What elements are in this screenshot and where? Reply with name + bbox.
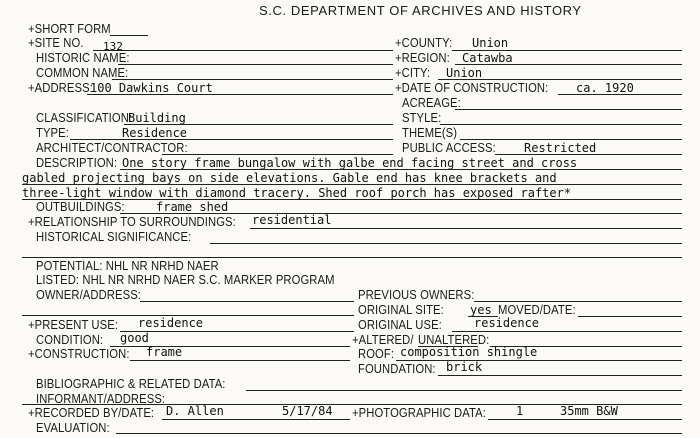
public-access-label: PUBLIC ACCESS: [402, 141, 496, 155]
public-access-line [495, 154, 682, 155]
city-label: +CITY: [395, 66, 431, 80]
relationship-label: +RELATIONSHIP TO SURROUNDINGS: [28, 215, 236, 229]
owner-address-line [140, 301, 354, 302]
date-construction-value: ca. 1920 [576, 81, 634, 95]
original-use-label: ORIGINAL USE: [358, 318, 442, 332]
architect-label: ARCHITECT/CONTRACTOR: [36, 141, 188, 155]
county-value: Union [472, 36, 509, 50]
original-use-line [452, 331, 682, 332]
public-access-value: Restricted [524, 141, 597, 155]
outbuildings-value: frame shed [156, 200, 229, 214]
architect-line [162, 154, 393, 155]
classification-line [124, 124, 393, 125]
bibliographic-label: BIBLIOGRAPHIC & RELATED DATA: [36, 377, 226, 391]
bibliographic-line [246, 390, 682, 391]
photographic-line [488, 419, 682, 420]
type-line [70, 139, 393, 140]
historical-significance-label: HISTORICAL SIGNIFICANCE: [36, 230, 192, 244]
photographic-label: +PHOTOGRAPHIC DATA: [352, 406, 486, 420]
potential-label: POTENTIAL: NHL NR NRHD NAER [36, 259, 219, 273]
evaluation-line [116, 433, 682, 434]
classification-label: CLASSIFICATION: [36, 111, 133, 125]
original-site-label: ORIGINAL SITE: [358, 303, 444, 317]
acreage-label: ACREAGE: [402, 96, 461, 110]
roof-line [396, 360, 682, 361]
condition-value: good [120, 331, 149, 345]
description-rule-1 [120, 169, 682, 170]
present-use-line [120, 331, 354, 332]
construction-label: +CONSTRUCTION: [28, 347, 130, 361]
site-no-line [93, 50, 393, 51]
present-use-label: +PRESENT USE: [28, 318, 119, 332]
description-line-2: gabled projecting bays on side elevations. Gable end has knee brackets and [22, 171, 557, 185]
recorded-date-value: 5/17/84 [282, 404, 333, 418]
previous-owners-label: PREVIOUS OWNERS: [358, 288, 475, 302]
form-header: S.C. DEPARTMENT OF ARCHIVES AND HISTORY [259, 3, 582, 18]
previous-owners-line [474, 301, 682, 302]
description-line-1: One story frame bungalow with galbe end facing street and cross [122, 156, 578, 170]
acreage-line [455, 109, 682, 110]
style-label: STYLE: [402, 111, 442, 125]
original-use-value: residence [474, 316, 540, 330]
relationship-line [250, 228, 682, 229]
roof-label: ROOF: [358, 347, 395, 361]
moved-date-label: MOVED/DATE: [498, 303, 576, 317]
site-no-value: 132 [103, 40, 123, 53]
evaluation-label: EVALUATION: [36, 421, 110, 435]
construction-line [130, 360, 350, 361]
region-line [455, 64, 682, 65]
construction-value: frame [146, 345, 183, 359]
short-form-label: +SHORT FORM [28, 22, 111, 36]
classification-value: Building [128, 111, 186, 125]
historic-name-label: HISTORIC NAME: [36, 51, 130, 65]
site-no-label: +SITE NO. [28, 36, 84, 50]
county-label: +COUNTY: [395, 36, 453, 50]
address-label: +ADDRESS: [28, 81, 93, 95]
moved-date-line [578, 316, 682, 317]
relationship-value: residential [252, 213, 332, 227]
common-name-line [112, 79, 393, 80]
region-value: Catawba [462, 51, 513, 65]
address-value: 100 Dawkins Court [90, 81, 213, 95]
description-rule-2 [22, 184, 682, 185]
city-line [438, 79, 682, 80]
owner-address-label: OWNER/ADDRESS: [36, 288, 142, 302]
recorded-by-line [162, 419, 350, 420]
themes-label: THEME(S) [402, 126, 458, 140]
outbuildings-line [120, 213, 682, 214]
foundation-value: brick [446, 360, 483, 374]
listed-label: LISTED: NHL NR NRHD NAER S.C. MARKER PROGRAM [36, 273, 335, 287]
address-line [87, 94, 393, 95]
historic-name-line [118, 64, 393, 65]
region-label: +REGION: [395, 51, 450, 65]
city-value: Union [446, 66, 483, 80]
roof-value: composition shingle [400, 345, 538, 359]
present-use-value: residence [138, 316, 204, 330]
description-line-3: three-light window with diamond tracery. Shed roof porch has exposed rafter* [22, 186, 572, 200]
outbuildings-label: OUTBUILDINGS: [36, 200, 125, 214]
short-form-line [110, 35, 148, 36]
altered-label: +ALTERED/ [352, 333, 414, 347]
style-line [440, 124, 682, 125]
original-site-value: yes [470, 303, 492, 317]
blank-rule [22, 257, 682, 258]
description-label: DESCRIPTION: [36, 156, 118, 170]
date-construction-line [558, 94, 682, 95]
foundation-label: FOUNDATION: [358, 362, 436, 376]
recorded-by-value: D. Allen [166, 404, 224, 418]
date-construction-label: +DATE OF CONSTRUCTION: [395, 81, 549, 95]
unaltered-label: UNALTERED: [418, 333, 490, 347]
type-value: Residence [122, 126, 188, 140]
informant-label: INFORMANT/ADDRESS: [36, 392, 166, 406]
condition-label: CONDITION: [36, 333, 104, 347]
common-name-label: COMMON NAME: [36, 66, 129, 80]
photo-roll-value: 1 [516, 404, 524, 418]
themes-line [460, 139, 682, 140]
historical-significance-line [210, 243, 682, 244]
recorded-by-label: +RECORDED BY/DATE: [28, 406, 155, 420]
type-label: TYPE: [36, 126, 69, 140]
foundation-line [438, 375, 682, 376]
photo-type-value: 35mm B&W [560, 404, 618, 418]
